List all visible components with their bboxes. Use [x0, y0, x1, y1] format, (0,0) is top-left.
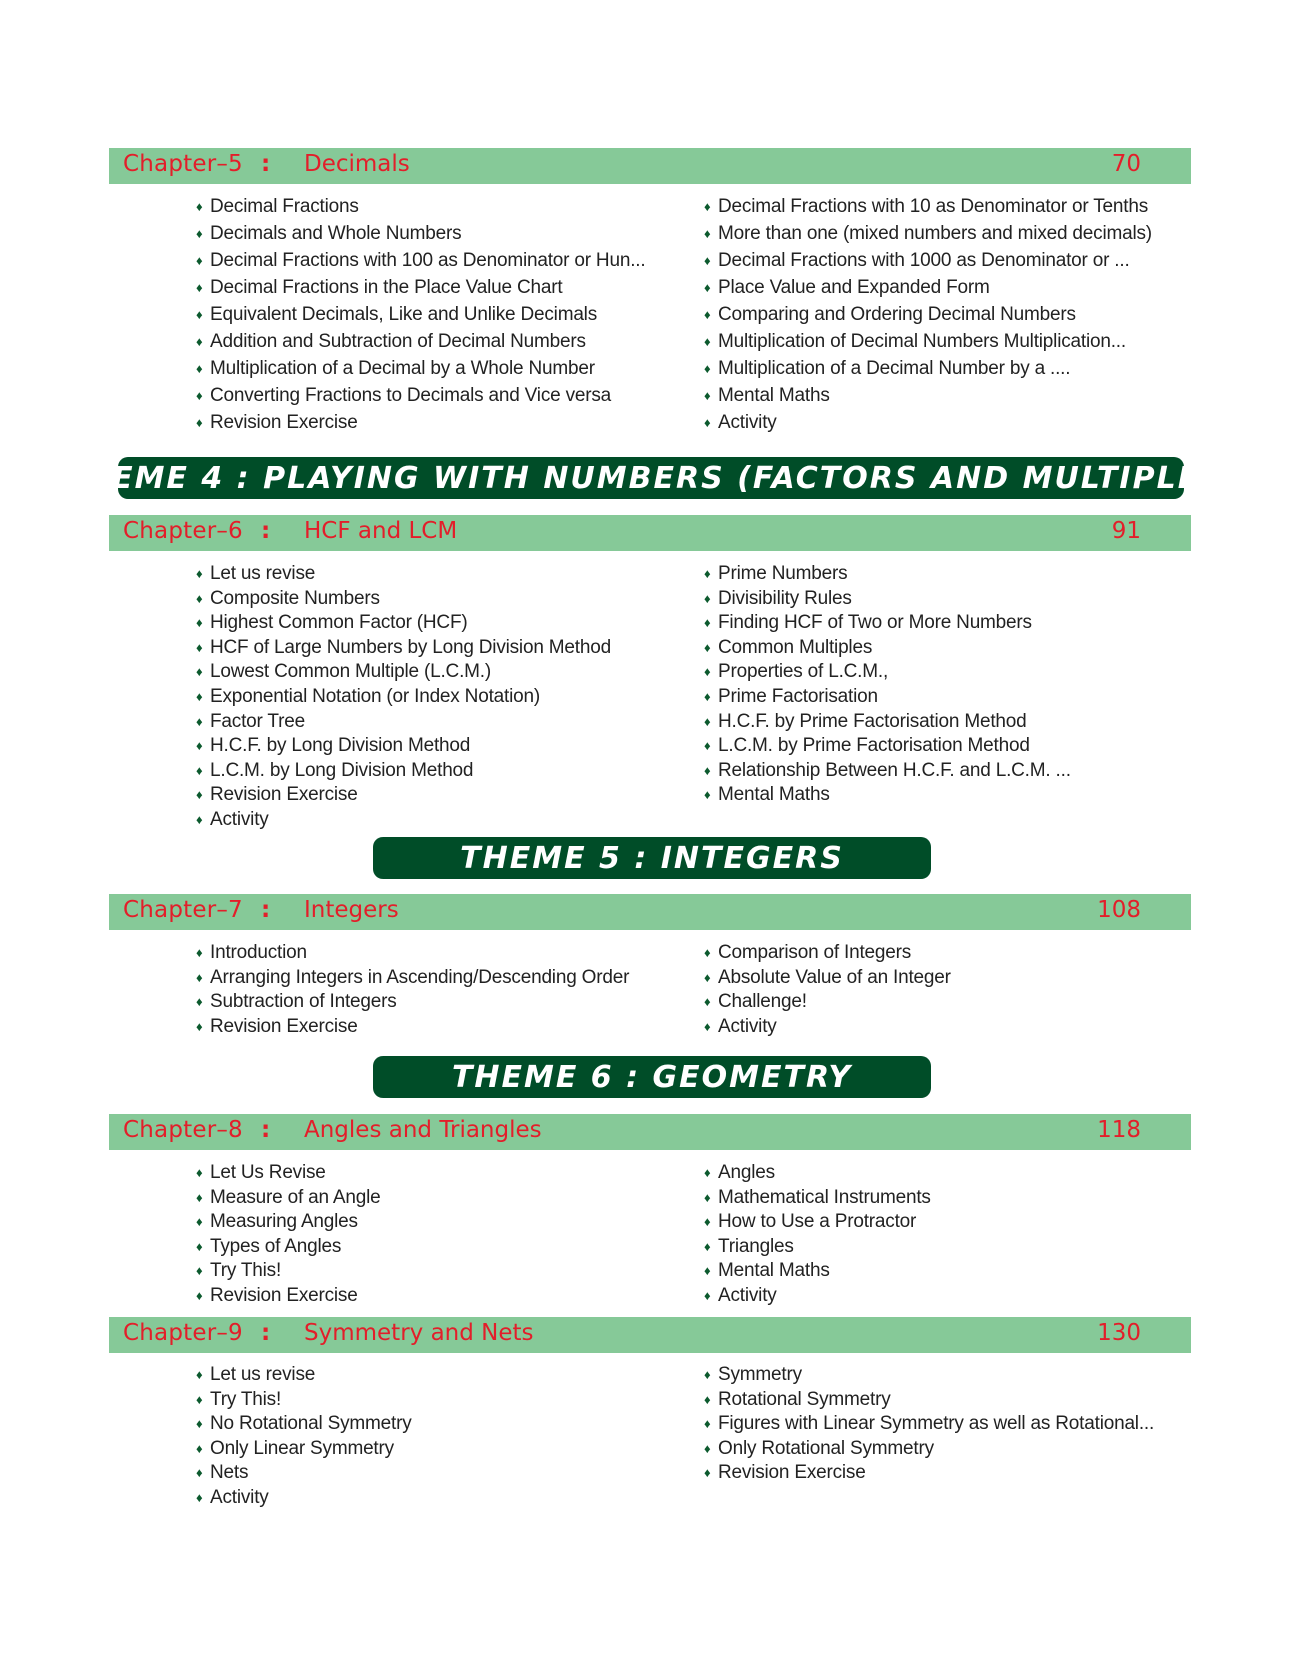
chapter-6-topics-right — [704, 562, 1071, 808]
diamond-bullet-icon: ♦ — [196, 639, 203, 655]
chapter-title: Angles and Triangles — [304, 1117, 542, 1143]
topic-item — [196, 611, 611, 636]
topic-text: Let us revise — [210, 563, 316, 584]
diamond-bullet-icon: ♦ — [704, 1189, 711, 1205]
topic-item — [196, 660, 611, 685]
topic-item — [196, 1161, 380, 1186]
diamond-bullet-icon: ♦ — [196, 811, 203, 827]
topic-text: Equivalent Decimals, Like and Unlike Decimals — [210, 304, 598, 325]
topic-item — [704, 409, 1152, 436]
chapter-page-number: 118 — [1097, 1117, 1141, 1143]
chapter-colon: : — [261, 1320, 271, 1346]
topic-item — [196, 301, 645, 328]
diamond-bullet-icon: ♦ — [196, 1287, 203, 1303]
topic-text: Divisibility Rules — [718, 587, 852, 609]
topic-text: Rotational Symmetry — [718, 1388, 891, 1410]
diamond-bullet-icon: ♦ — [704, 361, 711, 376]
topic-text: L.C.M. by Long Division Method — [210, 759, 474, 781]
topic-item — [704, 710, 1071, 735]
topic-item — [704, 734, 1071, 759]
topic-item — [704, 941, 951, 966]
chapter-label: Chapter–5 — [123, 151, 243, 177]
diamond-bullet-icon: ♦ — [196, 664, 203, 680]
diamond-bullet-icon: ♦ — [196, 787, 203, 803]
diamond-bullet-icon: ♦ — [196, 1367, 203, 1382]
topic-item — [196, 685, 611, 710]
topic-text: Symmetry — [718, 1364, 802, 1385]
topic-text: Measure of an Angle — [210, 1186, 381, 1208]
topic-item — [196, 1284, 380, 1309]
chapter-title: HCF and LCM — [304, 518, 458, 544]
diamond-bullet-icon: ♦ — [196, 762, 203, 778]
topic-text: Revision Exercise — [210, 1284, 358, 1306]
chapter-5-topics-left — [196, 193, 645, 436]
topic-text: Properties of L.C.M., — [718, 661, 889, 683]
diamond-bullet-icon: ♦ — [704, 1287, 711, 1303]
diamond-bullet-icon: ♦ — [196, 1214, 203, 1230]
diamond-bullet-icon: ♦ — [196, 688, 203, 704]
chapter-label: Chapter–6 — [123, 518, 243, 544]
chapter-label: Chapter–9 — [123, 1320, 243, 1346]
chapter-colon: : — [261, 1117, 271, 1143]
topic-item — [196, 1186, 380, 1211]
topic-text: Mathematical Instruments — [718, 1186, 931, 1208]
topic-text: Subtraction of Integers — [210, 991, 397, 1013]
theme-5-banner: THEME 5 : INTEGERS — [373, 837, 931, 879]
diamond-bullet-icon: ♦ — [196, 1165, 203, 1180]
topic-text: Mental Maths — [718, 1260, 830, 1282]
diamond-bullet-icon: ♦ — [704, 253, 711, 268]
topic-item — [196, 1235, 380, 1260]
topic-item — [196, 1363, 412, 1388]
topic-text: Triangles — [718, 1235, 794, 1257]
topic-text: Multiplication of a Decimal Number by a .... — [718, 358, 1071, 379]
topic-text: Comparing and Ordering Decimal Numbers — [718, 304, 1076, 325]
chapter-8-topics-left — [196, 1161, 380, 1309]
topic-item — [704, 1437, 1154, 1462]
diamond-bullet-icon: ♦ — [704, 1263, 711, 1279]
topic-item — [196, 562, 611, 587]
diamond-bullet-icon: ♦ — [704, 1440, 711, 1456]
topic-item — [704, 355, 1152, 382]
diamond-bullet-icon: ♦ — [704, 388, 711, 403]
diamond-bullet-icon: ♦ — [704, 688, 711, 704]
topic-item — [196, 382, 645, 409]
topic-text: Try This! — [210, 1388, 282, 1410]
diamond-bullet-icon: ♦ — [196, 1465, 203, 1481]
diamond-bullet-icon: ♦ — [704, 199, 711, 214]
diamond-bullet-icon: ♦ — [704, 280, 711, 295]
chapter-6-topics-left — [196, 562, 611, 833]
diamond-bullet-icon: ♦ — [196, 713, 203, 729]
chapter-title: Decimals — [304, 151, 410, 177]
topic-item — [196, 1210, 380, 1235]
topic-item — [196, 409, 645, 436]
diamond-bullet-icon: ♦ — [196, 994, 203, 1010]
topic-item — [196, 636, 611, 661]
topic-text: Common Multiples — [718, 636, 873, 658]
chapter-5-topics-right — [704, 193, 1152, 436]
topic-item — [704, 611, 1071, 636]
chapter-title: Symmetry and Nets — [304, 1320, 534, 1346]
topic-text: Revision Exercise — [210, 784, 358, 806]
topic-text: Relationship Between H.C.F. and L.C.M. ... — [718, 759, 1071, 781]
topic-item — [196, 193, 645, 220]
diamond-bullet-icon: ♦ — [196, 199, 203, 214]
chapter-7-header — [109, 894, 1191, 930]
diamond-bullet-icon: ♦ — [196, 1440, 203, 1456]
diamond-bullet-icon: ♦ — [704, 1416, 711, 1432]
topic-text: HCF of Large Numbers by Long Division Method — [210, 636, 611, 658]
topic-text: Arranging Integers in Ascending/Descending Order — [210, 966, 630, 988]
topic-text: Decimal Fractions with 100 as Denominator or Hun... — [210, 250, 646, 271]
diamond-bullet-icon: ♦ — [704, 639, 711, 655]
diamond-bullet-icon: ♦ — [704, 334, 711, 349]
topic-text: Prime Numbers — [718, 563, 848, 584]
diamond-bullet-icon: ♦ — [196, 334, 203, 349]
diamond-bullet-icon: ♦ — [196, 969, 203, 985]
topic-item — [196, 355, 645, 382]
topic-item — [704, 636, 1071, 661]
topic-item — [196, 710, 611, 735]
diamond-bullet-icon: ♦ — [196, 590, 203, 606]
topic-text: Let Us Revise — [210, 1162, 326, 1183]
topic-item — [196, 808, 611, 833]
topic-item — [704, 1363, 1154, 1388]
topic-item — [704, 193, 1152, 220]
topic-item — [196, 1388, 412, 1413]
topic-item — [196, 220, 645, 247]
theme-4-banner: THEME 4 : PLAYING WITH NUMBERS (FACTORS AND MULTIPLES) — [118, 457, 1184, 499]
topic-text: Decimals and Whole Numbers — [210, 223, 462, 244]
topic-text: Challenge! — [718, 991, 807, 1013]
diamond-bullet-icon: ♦ — [704, 738, 711, 754]
diamond-bullet-icon: ♦ — [704, 787, 711, 803]
topic-item — [196, 1412, 412, 1437]
topic-text: Exponential Notation (or Index Notation) — [210, 685, 540, 707]
chapter-7-topics-left — [196, 941, 629, 1039]
diamond-bullet-icon: ♦ — [196, 566, 203, 581]
topic-item — [196, 941, 629, 966]
chapter-label: Chapter–8 — [123, 1117, 243, 1143]
topic-text: Let us revise — [210, 1364, 316, 1385]
chapter-label: Chapter–7 — [123, 897, 243, 923]
chapter-7-topics-right — [704, 941, 951, 1039]
topic-item — [704, 220, 1152, 247]
topic-text: Highest Common Factor (HCF) — [210, 612, 468, 634]
topic-text: Measuring Angles — [210, 1211, 358, 1233]
topic-text: Angles — [718, 1162, 775, 1183]
topic-item — [704, 1210, 931, 1235]
topic-text: Finding HCF of Two or More Numbers — [718, 612, 1032, 634]
topic-text: Comparison of Integers — [718, 942, 912, 963]
topic-item — [704, 1461, 1154, 1486]
topic-item — [704, 562, 1071, 587]
topic-item — [196, 966, 629, 991]
diamond-bullet-icon: ♦ — [704, 566, 711, 581]
diamond-bullet-icon: ♦ — [704, 994, 711, 1010]
chapter-6-header — [109, 515, 1191, 551]
topic-item — [704, 1235, 931, 1260]
diamond-bullet-icon: ♦ — [196, 226, 203, 241]
topic-item — [196, 1259, 380, 1284]
topic-text: Figures with Linear Symmetry as well as Rotational... — [718, 1413, 1155, 1435]
diamond-bullet-icon: ♦ — [704, 1238, 711, 1254]
topic-item — [704, 301, 1152, 328]
topic-item — [196, 1015, 629, 1040]
topic-text: Lowest Common Multiple (L.C.M.) — [210, 661, 491, 683]
topic-text: How to Use a Protractor — [718, 1211, 917, 1233]
diamond-bullet-icon: ♦ — [196, 738, 203, 754]
topic-item — [704, 274, 1152, 301]
chapter-page-number: 108 — [1097, 897, 1141, 923]
topic-text: Prime Factorisation — [718, 685, 878, 707]
topic-text: Revision Exercise — [210, 412, 358, 433]
topic-text: H.C.F. by Long Division Method — [210, 735, 471, 757]
topic-item — [196, 759, 611, 784]
diamond-bullet-icon: ♦ — [196, 1189, 203, 1205]
chapter-page-number: 91 — [1111, 518, 1141, 544]
topic-item — [196, 783, 611, 808]
topic-item — [704, 1388, 1154, 1413]
diamond-bullet-icon: ♦ — [704, 226, 711, 241]
chapter-8-topics-right — [704, 1161, 931, 1309]
diamond-bullet-icon: ♦ — [196, 280, 203, 295]
diamond-bullet-icon: ♦ — [196, 307, 203, 322]
diamond-bullet-icon: ♦ — [704, 1018, 711, 1034]
topic-text: Decimal Fractions in the Place Value Chart — [210, 277, 563, 298]
topic-item — [704, 966, 951, 991]
topic-text: More than one (mixed numbers and mixed decimals) — [718, 223, 1152, 244]
topic-text: Activity — [718, 1015, 777, 1037]
topic-text: Activity — [210, 808, 269, 830]
diamond-bullet-icon: ♦ — [704, 713, 711, 729]
topic-text: Decimal Fractions — [210, 196, 359, 217]
topic-text: Only Linear Symmetry — [210, 1437, 394, 1459]
topic-text: No Rotational Symmetry — [210, 1413, 412, 1435]
topic-item — [704, 1015, 951, 1040]
topic-item — [196, 587, 611, 612]
chapter-page-number: 130 — [1097, 1320, 1141, 1346]
topic-item — [704, 660, 1071, 685]
diamond-bullet-icon: ♦ — [704, 1165, 711, 1180]
diamond-bullet-icon: ♦ — [196, 945, 203, 960]
diamond-bullet-icon: ♦ — [196, 361, 203, 376]
topic-text: Converting Fractions to Decimals and Vice versa — [210, 385, 612, 406]
chapter-page-number: 70 — [1111, 151, 1141, 177]
chapter-9-header — [109, 1317, 1191, 1353]
topic-text: Only Rotational Symmetry — [718, 1437, 934, 1459]
diamond-bullet-icon: ♦ — [196, 415, 203, 430]
diamond-bullet-icon: ♦ — [196, 388, 203, 403]
topic-text: Mental Maths — [718, 784, 830, 806]
topic-item — [196, 1437, 412, 1462]
topic-text: Activity — [210, 1486, 269, 1508]
topic-item — [704, 1161, 931, 1186]
topic-item — [704, 1186, 931, 1211]
diamond-bullet-icon: ♦ — [704, 1367, 711, 1382]
chapter-colon: : — [261, 151, 271, 177]
topic-item — [704, 1259, 931, 1284]
topic-text: Mental Maths — [718, 385, 830, 406]
topic-text: H.C.F. by Prime Factorisation Method — [718, 710, 1027, 732]
chapter-5-header — [109, 148, 1191, 184]
topic-item — [196, 328, 645, 355]
diamond-bullet-icon: ♦ — [704, 590, 711, 606]
diamond-bullet-icon: ♦ — [704, 969, 711, 985]
topic-item — [704, 685, 1071, 710]
topic-item — [196, 1461, 412, 1486]
topic-text: Addition and Subtraction of Decimal Numbers — [210, 331, 586, 352]
chapter-title: Integers — [304, 897, 399, 923]
topic-item — [704, 1412, 1154, 1437]
topic-text: Absolute Value of an Integer — [718, 966, 951, 988]
diamond-bullet-icon: ♦ — [196, 1263, 203, 1279]
diamond-bullet-icon: ♦ — [704, 1214, 711, 1230]
chapter-9-topics-right — [704, 1363, 1154, 1486]
theme-6-banner: THEME 6 : GEOMETRY — [373, 1056, 931, 1098]
topic-text: L.C.M. by Prime Factorisation Method — [718, 735, 1030, 757]
diamond-bullet-icon: ♦ — [704, 307, 711, 322]
diamond-bullet-icon: ♦ — [196, 615, 203, 631]
topic-text: Revision Exercise — [718, 1462, 866, 1484]
diamond-bullet-icon: ♦ — [704, 1391, 711, 1407]
chapter-9-topics-left — [196, 1363, 412, 1511]
topic-text: Activity — [718, 1284, 777, 1306]
topic-item — [196, 990, 629, 1015]
topic-text: Factor Tree — [210, 710, 305, 732]
topic-item — [704, 247, 1152, 274]
topic-text: Composite Numbers — [210, 587, 380, 609]
topic-item — [704, 1284, 931, 1309]
topic-item — [196, 734, 611, 759]
chapter-colon: : — [261, 897, 271, 923]
topic-item — [704, 382, 1152, 409]
diamond-bullet-icon: ♦ — [704, 762, 711, 778]
diamond-bullet-icon: ♦ — [704, 615, 711, 631]
topic-item — [704, 783, 1071, 808]
topic-text: Revision Exercise — [210, 1015, 358, 1037]
topic-item — [704, 990, 951, 1015]
topic-text: Types of Angles — [210, 1235, 342, 1257]
topic-text: Introduction — [210, 942, 307, 963]
diamond-bullet-icon: ♦ — [196, 1391, 203, 1407]
topic-item — [196, 247, 645, 274]
diamond-bullet-icon: ♦ — [704, 664, 711, 680]
diamond-bullet-icon: ♦ — [196, 1018, 203, 1034]
diamond-bullet-icon: ♦ — [196, 1489, 203, 1505]
topic-item — [704, 587, 1071, 612]
topic-text: Activity — [718, 412, 777, 433]
topic-text: Place Value and Expanded Form — [718, 277, 990, 298]
topic-text: Decimal Fractions with 1000 as Denominator or ... — [718, 250, 1130, 271]
diamond-bullet-icon: ♦ — [704, 415, 711, 430]
diamond-bullet-icon: ♦ — [196, 1416, 203, 1432]
chapter-colon: : — [261, 518, 271, 544]
diamond-bullet-icon: ♦ — [196, 253, 203, 268]
chapter-8-header — [109, 1114, 1191, 1150]
diamond-bullet-icon: ♦ — [196, 1238, 203, 1254]
topic-text: Try This! — [210, 1260, 282, 1282]
diamond-bullet-icon: ♦ — [704, 945, 711, 960]
topic-text: Multiplication of Decimal Numbers Multiplication... — [718, 331, 1126, 352]
diamond-bullet-icon: ♦ — [704, 1465, 711, 1481]
topic-item — [704, 759, 1071, 784]
topic-item — [196, 1486, 412, 1511]
topic-text: Multiplication of a Decimal by a Whole Number — [210, 358, 595, 379]
topic-item — [196, 274, 645, 301]
topic-text: Decimal Fractions with 10 as Denominator or Tenths — [718, 196, 1149, 217]
topic-item — [704, 328, 1152, 355]
topic-text: Nets — [210, 1462, 249, 1484]
